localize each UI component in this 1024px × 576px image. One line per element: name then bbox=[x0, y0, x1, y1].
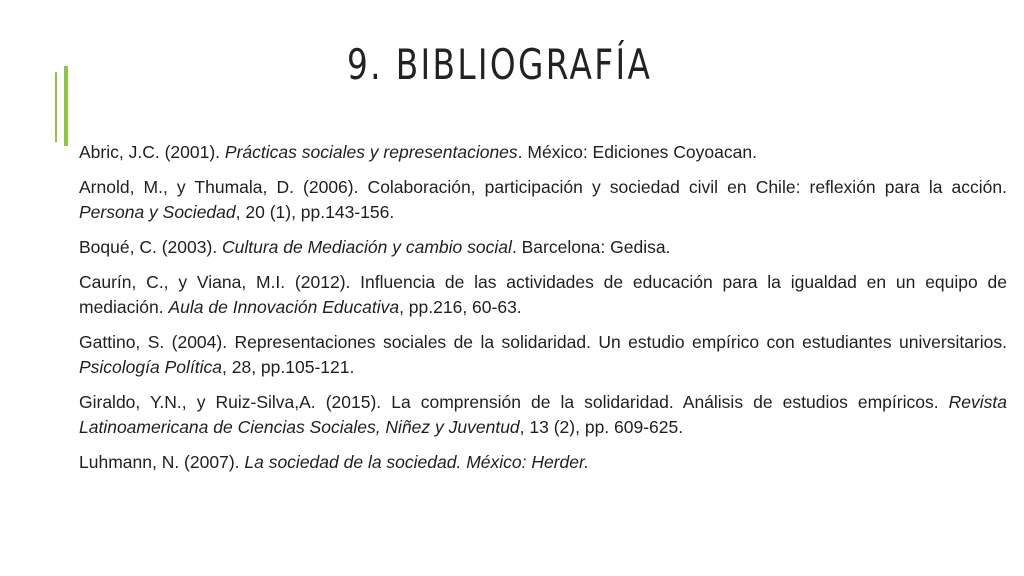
reference-title-italic: Prácticas sociales y representaciones bbox=[224, 142, 518, 162]
reference-item bbox=[79, 450, 1007, 475]
reference-text: . Barcelona: Gedisa. bbox=[511, 237, 671, 257]
reference-text: , 13 (2), pp. 609-625. bbox=[519, 417, 684, 437]
reference-text: , pp.216, 60-63. bbox=[399, 297, 522, 317]
reference-title-italic: Aula de Innovación Educativa bbox=[168, 297, 400, 317]
reference-text: Arnold, M., y Thumala, D. (2006). Colaboración, participación y sociedad civil en Chile: reflexión para la acción. bbox=[79, 177, 1007, 197]
reference-item bbox=[79, 330, 1007, 380]
reference-text: Caurín, C., y Viana, M.I. (2012). Influencia de las actividades de educación para la igualdad en un equipo de mediación. bbox=[79, 272, 1007, 317]
reference-title-italic: Psicología Política bbox=[79, 357, 222, 377]
reference-text: Luhmann, N. (2007). bbox=[79, 452, 245, 472]
reference-text: , 28, pp.105-121. bbox=[222, 357, 355, 377]
reference-title-italic: Persona y Sociedad bbox=[79, 202, 236, 222]
reference-item bbox=[79, 270, 1007, 320]
reference-text: , 20 (1), pp.143-156. bbox=[235, 202, 395, 222]
reference-text: Abric, J.C. (2001). bbox=[79, 142, 225, 162]
reference-text: Boqué, C. (2003). bbox=[79, 237, 222, 257]
reference-title-italic: La sociedad de la sociedad. México: Herder. bbox=[244, 452, 590, 472]
reference-text: Giraldo, Y.N., y Ruiz-Silva,A. (2015). La comprensión de la solidaridad. Análisis de estudios empíricos. bbox=[79, 392, 949, 412]
reference-item bbox=[79, 175, 1007, 225]
reference-item bbox=[79, 140, 1007, 165]
reference-title-italic: Cultura de Mediación y cambio social bbox=[222, 237, 512, 257]
reference-item bbox=[79, 390, 1007, 440]
page-title: 9. BIBLIOGRAFÍA bbox=[347, 40, 653, 89]
reference-title-italic: Revista Latinoamericana de Ciencias Sociales, Niñez y Juventud bbox=[79, 392, 1007, 437]
accent-bar-thick bbox=[64, 66, 68, 146]
reference-item bbox=[79, 235, 1007, 260]
reference-list bbox=[79, 140, 1007, 485]
accent-bar-thin bbox=[55, 72, 57, 142]
reference-text: Gattino, S. (2004). Representaciones sociales de la solidaridad. Un estudio empírico con estudiantes universitarios. bbox=[79, 332, 1007, 352]
reference-text: . México: Ediciones Coyoacan. bbox=[517, 142, 757, 162]
